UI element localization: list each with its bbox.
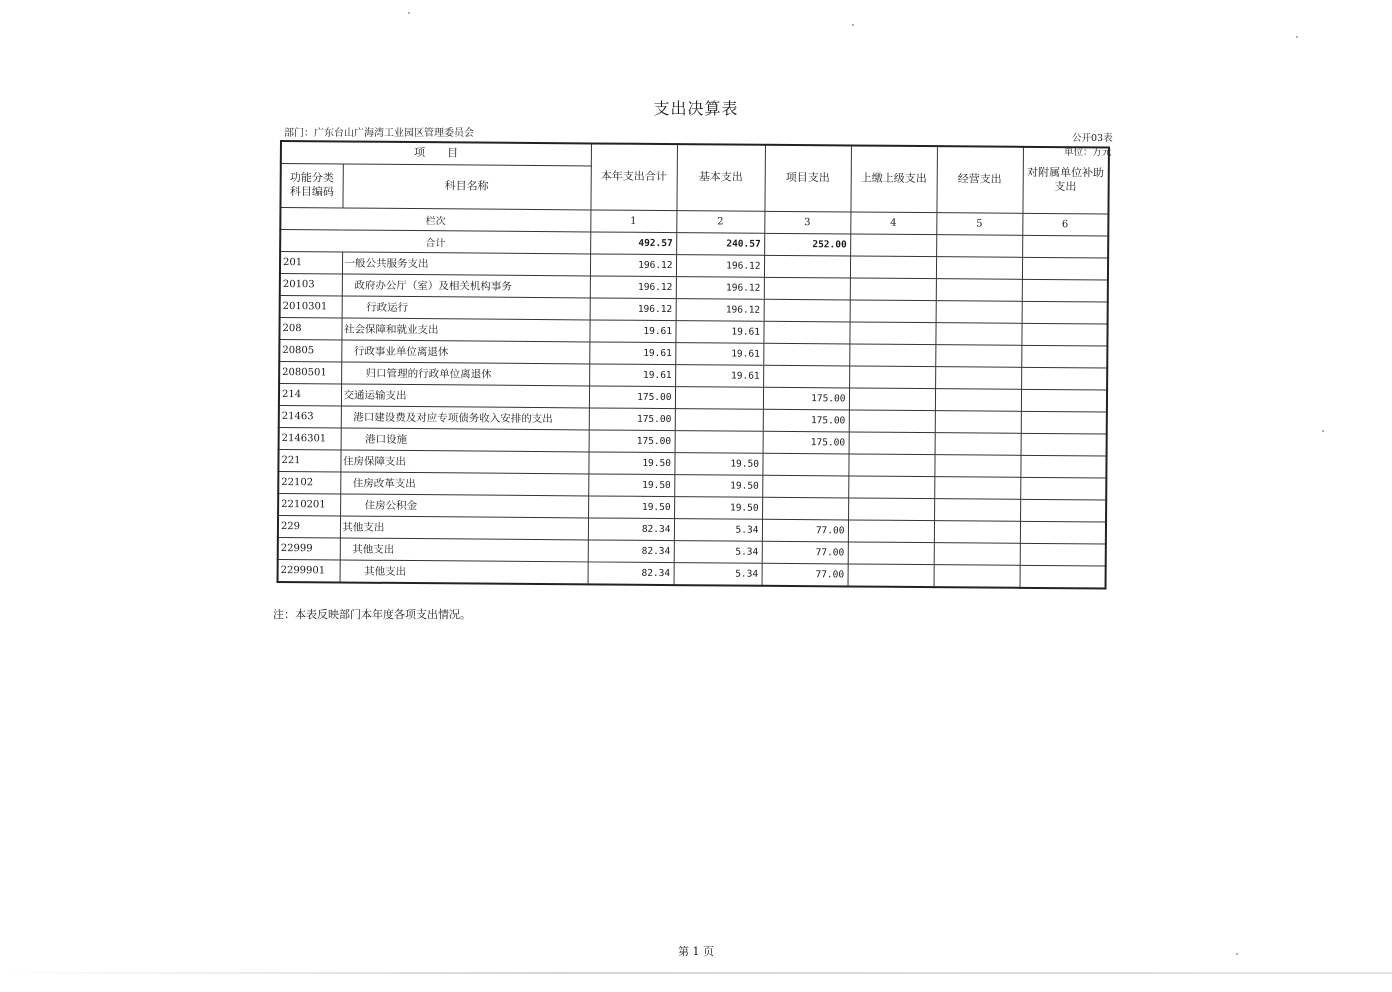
row-basic [675, 430, 763, 453]
row-project [764, 277, 850, 300]
row-code: 214 [279, 383, 341, 405]
row-total: 19.61 [589, 363, 675, 386]
header-project: 项目支出 [764, 145, 851, 212]
row-name: 住房改革支出 [340, 471, 588, 495]
empty-cell [1021, 389, 1107, 412]
row-total: 19.50 [588, 451, 674, 474]
empty-cell [849, 409, 935, 432]
row-name: 行政运行 [342, 295, 590, 319]
empty-cell [935, 410, 1021, 433]
empty-cell [1020, 565, 1106, 588]
header-name: 科目名称 [342, 163, 590, 209]
row-code: 22102 [278, 471, 340, 493]
row-code: 221 [278, 449, 340, 471]
row-basic: 19.61 [675, 320, 763, 343]
empty-cell [935, 344, 1021, 367]
empty-cell [936, 256, 1022, 279]
row-total: 82.34 [588, 561, 674, 584]
index-cell: 2 [676, 210, 764, 233]
row-total: 19.50 [588, 495, 674, 518]
row-basic: 196.12 [676, 298, 764, 321]
footnote: 注：本表反映部门本年度各项支出情况。 [273, 608, 471, 621]
row-total: 175.00 [589, 429, 675, 452]
empty-cell [1022, 279, 1108, 302]
row-basic: 5.34 [674, 518, 762, 541]
empty-cell [848, 519, 934, 542]
empty-cell [934, 542, 1020, 565]
empty-cell [935, 388, 1021, 411]
empty-cell [934, 454, 1020, 477]
expenditure-table [277, 140, 1110, 589]
row-project: 77.00 [762, 519, 848, 542]
index-cell: 1 [590, 209, 676, 232]
total-sum: 492.57 [590, 231, 676, 254]
empty-cell [849, 387, 935, 410]
empty-cell [936, 278, 1022, 301]
total-label: 合计 [280, 229, 590, 253]
empty-cell [849, 365, 935, 388]
empty-cell [1021, 323, 1107, 346]
row-basic: 19.50 [674, 452, 762, 475]
row-code: 20805 [279, 339, 341, 361]
row-basic: 19.50 [674, 496, 762, 519]
index-cell: 3 [764, 211, 850, 234]
empty-cell [1021, 411, 1107, 434]
row-total: 19.50 [588, 473, 674, 496]
row-basic: 19.50 [674, 474, 762, 497]
row-total: 175.00 [589, 407, 675, 430]
row-basic: 5.34 [674, 562, 762, 585]
empty-cell [850, 255, 936, 278]
row-name: 港口设施 [341, 427, 589, 451]
scan-speck [1322, 430, 1324, 432]
empty-cell [935, 366, 1021, 389]
index-cell: 5 [936, 212, 1022, 235]
row-code: 22999 [278, 537, 340, 559]
row-basic [675, 408, 763, 431]
empty-cell [1020, 543, 1106, 566]
row-project [763, 343, 849, 366]
row-code: 2146301 [279, 427, 341, 449]
empty-cell [1020, 455, 1106, 478]
empty-cell [1020, 521, 1106, 544]
row-project: 77.00 [762, 541, 848, 564]
empty-cell [850, 277, 936, 300]
header-code: 功能分类科目编码 [280, 163, 342, 207]
row-project [762, 453, 848, 476]
row-basic: 196.12 [676, 254, 764, 277]
row-total: 196.12 [590, 253, 676, 276]
empty-cell [934, 520, 1020, 543]
empty-cell [848, 497, 934, 520]
row-name: 一般公共服务支出 [342, 251, 590, 275]
row-project: 175.00 [763, 409, 849, 432]
index-cell: 4 [850, 211, 936, 234]
department-label: 部门：广东台山广海湾工业园区管理委员会 [284, 128, 474, 139]
scan-speck [408, 12, 410, 14]
empty-cell [1022, 235, 1108, 258]
row-name: 其他支出 [340, 537, 588, 561]
row-name: 社会保障和就业支出 [341, 317, 589, 341]
empty-cell [850, 233, 936, 256]
scan-speck [852, 24, 854, 26]
row-code: 2299901 [278, 559, 340, 582]
row-basic: 19.61 [675, 342, 763, 365]
empty-cell [849, 343, 935, 366]
row-project [762, 497, 848, 520]
empty-cell [1022, 301, 1108, 324]
row-basic: 19.61 [675, 364, 763, 387]
row-total: 82.34 [588, 539, 674, 562]
row-name: 住房公积金 [340, 493, 588, 517]
scan-speck [1236, 953, 1238, 955]
empty-cell [936, 300, 1022, 323]
page-title: 支出决算表 [653, 99, 739, 118]
total-basic: 240.57 [676, 232, 764, 255]
scan-edge-line [0, 972, 1392, 974]
unit-label: 单位：万元 [1064, 147, 1112, 158]
row-total: 19.61 [589, 341, 675, 364]
empty-cell [850, 299, 936, 322]
row-project: 175.00 [763, 387, 849, 410]
empty-cell [848, 453, 934, 476]
row-basic: 5.34 [674, 540, 762, 563]
row-total: 175.00 [589, 385, 675, 408]
empty-cell [935, 432, 1021, 455]
empty-cell [934, 476, 1020, 499]
row-code: 2210201 [278, 493, 340, 515]
empty-cell [1020, 477, 1106, 500]
row-total: 196.12 [590, 297, 676, 320]
empty-cell [849, 431, 935, 454]
empty-cell [1021, 433, 1107, 456]
row-total: 82.34 [588, 517, 674, 540]
empty-cell [848, 475, 934, 498]
header-business: 经营支出 [936, 146, 1023, 213]
row-code: 229 [278, 515, 340, 537]
row-basic [675, 386, 763, 409]
header-item: 项 目 [281, 141, 591, 165]
row-name: 其他支出 [340, 559, 588, 583]
empty-cell [936, 234, 1022, 257]
row-code: 208 [279, 317, 341, 339]
header-subsidy: 对附属单位补助支出 [1022, 147, 1109, 214]
row-code: 21463 [279, 405, 341, 427]
index-cell: 6 [1022, 213, 1108, 236]
row-project [762, 475, 848, 498]
empty-cell [934, 564, 1020, 587]
page-number: 第 1 页 [678, 945, 714, 958]
scan-speck [1296, 36, 1298, 38]
row-project: 77.00 [762, 563, 848, 586]
row-total: 196.12 [590, 275, 676, 298]
row-name: 政府办公厅（室）及相关机构事务 [342, 273, 590, 297]
row-code: 20103 [280, 273, 342, 295]
empty-cell [1020, 499, 1106, 522]
total-project: 252.00 [764, 233, 850, 256]
row-code: 2010301 [280, 295, 342, 317]
row-basic: 196.12 [676, 276, 764, 299]
row-total: 19.61 [589, 319, 675, 342]
row-name: 港口建设费及对应专项债务收入安排的支出 [341, 405, 589, 429]
empty-cell [934, 498, 1020, 521]
form-number: 公开03表 [1072, 133, 1113, 144]
empty-cell [935, 322, 1021, 345]
row-project: 175.00 [763, 431, 849, 454]
empty-cell [1022, 257, 1108, 280]
row-code: 201 [280, 251, 342, 273]
row-project [763, 321, 849, 344]
index-label: 栏次 [280, 207, 590, 231]
row-name: 住房保障支出 [340, 449, 588, 473]
empty-cell [848, 541, 934, 564]
expenditure-table-wrapper [277, 140, 1108, 589]
row-name: 交通运输支出 [341, 383, 589, 407]
header-total: 本年支出合计 [590, 143, 677, 210]
header-upper: 上缴上级支出 [850, 145, 937, 212]
header-basic: 基本支出 [676, 144, 765, 211]
empty-cell [849, 321, 935, 344]
row-project [764, 299, 850, 322]
row-name: 其他支出 [340, 515, 588, 539]
row-name: 归口管理的行政单位离退休 [341, 361, 589, 385]
empty-cell [848, 563, 934, 586]
row-code: 2080501 [279, 361, 341, 383]
empty-cell [1021, 345, 1107, 368]
row-project [763, 365, 849, 388]
row-project [764, 255, 850, 278]
row-name: 行政事业单位离退休 [341, 339, 589, 363]
empty-cell [1021, 367, 1107, 390]
